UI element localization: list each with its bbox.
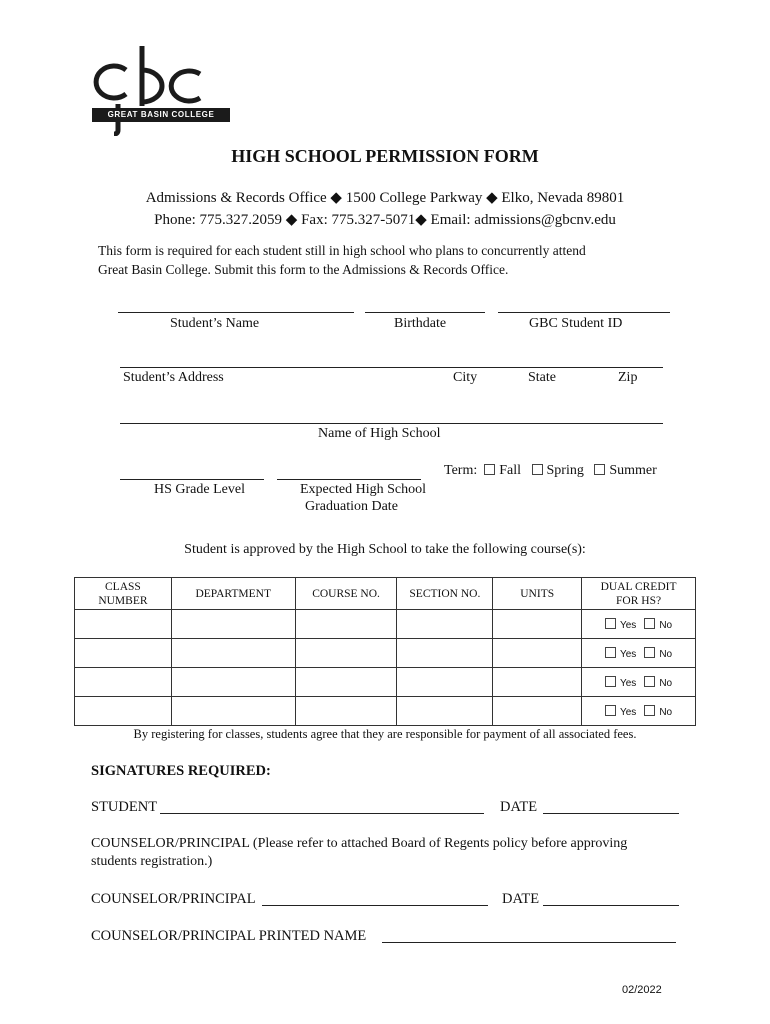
term-fall-option[interactable]: Fall <box>481 463 521 478</box>
term-label: Term: <box>444 463 478 478</box>
approval-text: Student is approved by the High School to take the following course(s): <box>184 542 586 557</box>
intro-line-1: This form is required for each student still in high school who plans to concurrently attend <box>98 243 586 258</box>
student-signature-label: STUDENT <box>91 799 158 815</box>
section-no-cell[interactable] <box>397 639 493 668</box>
counselor-signature-label: COUNSELOR/PRINCIPAL <box>91 891 256 907</box>
zip-label: Zip <box>618 370 638 385</box>
student-date-label: DATE <box>500 799 538 815</box>
graduation-label-2: Graduation Date <box>305 499 398 514</box>
counselor-date-field[interactable] <box>543 905 679 906</box>
units-cell[interactable] <box>493 697 582 726</box>
term-selector <box>444 463 657 479</box>
class-number-cell[interactable] <box>75 668 172 697</box>
units-cell[interactable] <box>493 639 582 668</box>
graduation-label-1: Expected High School <box>300 482 426 497</box>
term-summer-option[interactable]: Summer <box>587 463 656 478</box>
gbc-student-id-field[interactable] <box>498 312 670 313</box>
section-no-cell[interactable] <box>397 668 493 697</box>
student-signature-field[interactable] <box>160 813 484 814</box>
gbc-student-id-label: GBC Student ID <box>529 316 623 331</box>
student-date-field[interactable] <box>543 813 679 814</box>
intro-line-2: Great Basin College. Submit this form to the Admissions & Records Office. <box>98 262 509 277</box>
no-checkbox[interactable] <box>644 676 655 687</box>
birthdate-label: Birthdate <box>394 316 447 331</box>
no-checkbox[interactable] <box>644 705 655 716</box>
summer-checkbox[interactable] <box>594 464 605 475</box>
counselor-note-line-1: COUNSELOR/PRINCIPAL (Please refer to attached Board of Regents policy before approving <box>91 836 628 851</box>
form-title: HIGH SCHOOL PERMISSION FORM <box>231 146 539 166</box>
dual-credit-header: DUAL CREDIT FOR HS? <box>582 578 696 610</box>
state-label: State <box>528 370 556 385</box>
table-row <box>75 697 696 726</box>
units-cell[interactable] <box>493 668 582 697</box>
yes-checkbox[interactable] <box>605 705 616 716</box>
course-no-cell[interactable] <box>295 610 397 639</box>
table-row <box>75 610 696 639</box>
department-cell[interactable] <box>171 697 295 726</box>
department-header: DEPARTMENT <box>171 578 295 610</box>
students-address-field[interactable] <box>120 367 663 368</box>
department-cell[interactable] <box>171 668 295 697</box>
table-header-row <box>75 578 696 610</box>
logo-text: GREAT BASIN COLLEGE <box>107 110 215 119</box>
yes-checkbox[interactable] <box>605 647 616 658</box>
section-no-header: SECTION NO. <box>397 578 493 610</box>
spring-checkbox[interactable] <box>532 464 543 475</box>
units-cell[interactable] <box>493 610 582 639</box>
college-logo <box>90 44 232 136</box>
class-number-cell[interactable] <box>75 610 172 639</box>
students-address-label: Student’s Address <box>123 370 224 385</box>
no-checkbox[interactable] <box>644 618 655 629</box>
gbc-monogram-icon <box>90 44 232 136</box>
contact-info: Phone: 775.327.2059 ◆ Fax: 775.327-5071◆ Email: admissions@gbcnv.edu <box>154 212 616 228</box>
course-no-cell[interactable] <box>295 697 397 726</box>
department-cell[interactable] <box>171 610 295 639</box>
yes-checkbox[interactable] <box>605 676 616 687</box>
courses-table <box>74 577 696 726</box>
signatures-heading: SIGNATURES REQUIRED: <box>91 763 271 779</box>
high-school-field[interactable] <box>120 423 663 424</box>
city-label: City <box>453 370 478 385</box>
dual-credit-cell: Yes No <box>582 668 696 697</box>
students-name-field[interactable] <box>118 312 354 313</box>
no-checkbox[interactable] <box>644 647 655 658</box>
graduation-date-field[interactable] <box>277 479 421 480</box>
section-no-cell[interactable] <box>397 610 493 639</box>
units-header: UNITS <box>493 578 582 610</box>
department-cell[interactable] <box>171 639 295 668</box>
course-no-cell[interactable] <box>295 639 397 668</box>
dual-credit-cell: Yes No <box>582 610 696 639</box>
dual-credit-cell: Yes No <box>582 639 696 668</box>
students-name-label: Student’s Name <box>170 316 260 331</box>
birthdate-field[interactable] <box>365 312 485 313</box>
fees-note: By registering for classes, students agree that they are responsible for payment of all associated fees. <box>133 727 637 741</box>
course-no-cell[interactable] <box>295 668 397 697</box>
dual-credit-cell: Yes No <box>582 697 696 726</box>
section-no-cell[interactable] <box>397 697 493 726</box>
high-school-label: Name of High School <box>318 426 441 441</box>
class-number-cell[interactable] <box>75 639 172 668</box>
table-row <box>75 639 696 668</box>
counselor-date-label: DATE <box>502 891 540 907</box>
table-row <box>75 668 696 697</box>
class-number-header: CLASS NUMBER <box>75 578 172 610</box>
counselor-note-line-2: students registration.) <box>91 854 213 869</box>
hs-grade-level-label: HS Grade Level <box>154 482 245 497</box>
fall-checkbox[interactable] <box>484 464 495 475</box>
course-no-header: COURSE NO. <box>295 578 397 610</box>
class-number-cell[interactable] <box>75 697 172 726</box>
yes-checkbox[interactable] <box>605 618 616 629</box>
printed-name-field[interactable] <box>382 942 676 943</box>
logo-band <box>92 108 230 122</box>
hs-grade-level-field[interactable] <box>120 479 264 480</box>
term-spring-option[interactable]: Spring <box>525 463 584 478</box>
form-revision-code: 02/2022 <box>622 984 662 996</box>
printed-name-label: COUNSELOR/PRINCIPAL PRINTED NAME <box>91 928 367 944</box>
office-address: Admissions & Records Office ◆ 1500 College Parkway ◆ Elko, Nevada 89801 <box>145 190 625 206</box>
counselor-signature-field[interactable] <box>262 905 488 906</box>
